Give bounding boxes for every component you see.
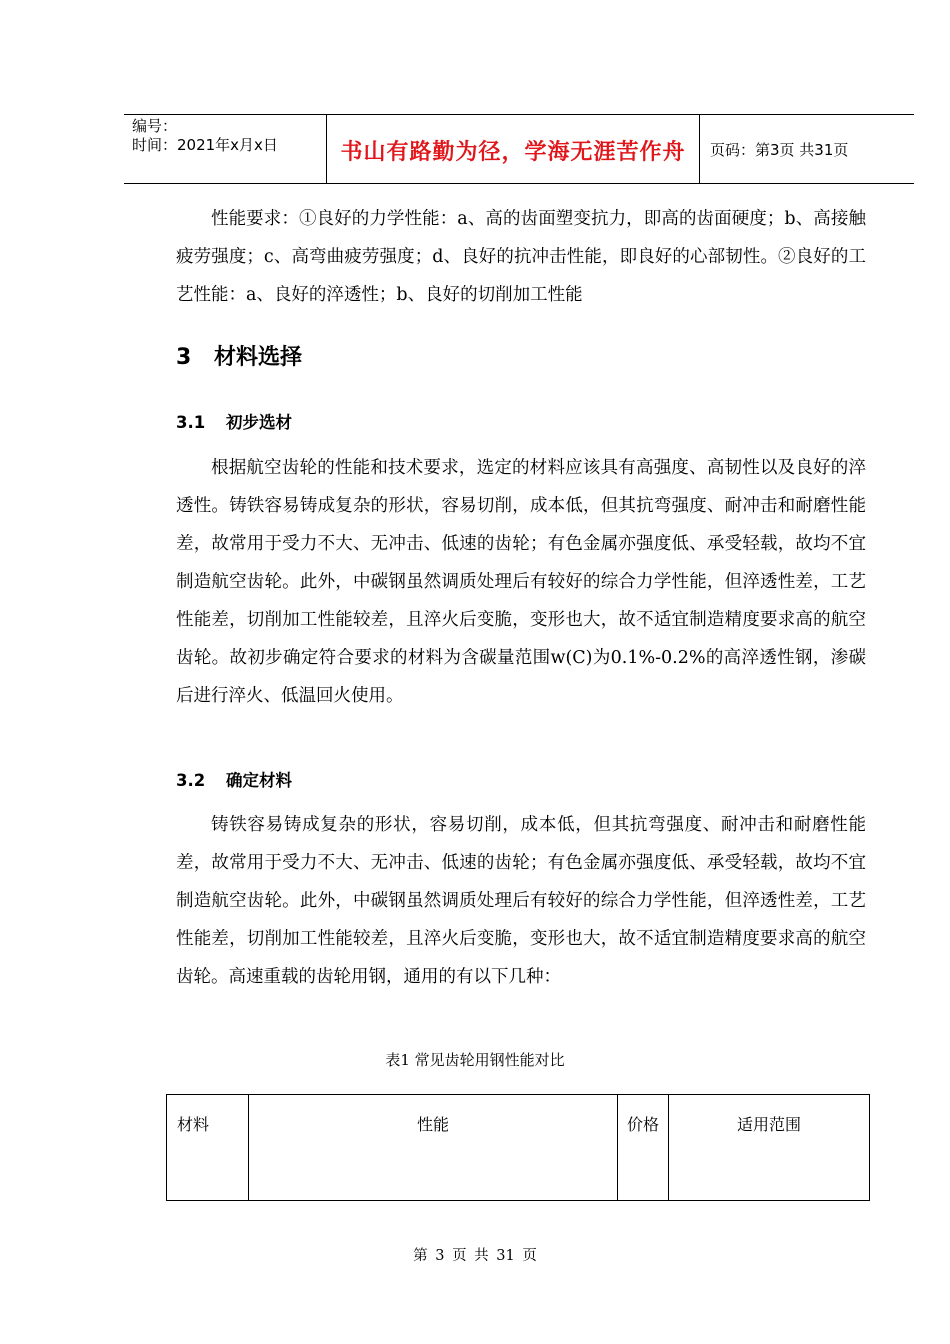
section-title: 材料选择 (214, 345, 303, 370)
document-number-label: 编号： (132, 117, 178, 135)
column-header-performance: 性能 (249, 1095, 618, 1201)
section-number: 3.2 (176, 771, 206, 790)
section-title: 确定材料 (226, 771, 292, 790)
section-title: 初步选材 (226, 413, 292, 432)
document-time-label: 时间：2021年x月x日 (132, 136, 278, 154)
column-header-material: 材料 (167, 1095, 249, 1201)
page-footer: 第 3 页 共 31 页 (413, 1248, 537, 1264)
gear-steel-comparison-table (166, 1094, 870, 1201)
material-determination-paragraph: 铸铁容易铸成复杂的形状，容易切削，成本低，但其抗弯强度、耐冲击和耐磨性能差，故常用于受力不大、无冲击、低速的齿轮；有色金属亦强度低、承受轻载，故均不宜制造航空齿轮。此外，中碳钢虽然调质处理后有较好的综合力学性能，但淬透性差，工艺性能差，切削加工性能较差，且淬火后变脆，变形也大，故不适宜制造精度要求高的航空齿轮。高速重载的齿轮用钢，通用的有以下几种： (176, 815, 866, 987)
page-header (124, 114, 914, 184)
section-heading-3-2 (176, 767, 292, 791)
section-heading-3 (176, 340, 302, 371)
performance-requirements-paragraph: 性能要求：①良好的力学性能：a、高的齿面塑变抗力，即高的齿面硬度；b、高接触疲劳强度；c、高弯曲疲劳强度；d、良好的抗冲击性能，即良好的心部韧性。②良好的工艺性能：a、良好的淬透性；b、良好的切削加工性能 (176, 209, 866, 305)
section-number: 3 (176, 345, 192, 370)
table-caption: 表1 常见齿轮用钢性能对比 (385, 1051, 565, 1069)
header-divider (699, 115, 700, 183)
preliminary-selection-paragraph: 根据航空齿轮的性能和技术要求，选定的材料应该具有高强度、高韧性以及良好的淬透性。铸铁容易铸成复杂的形状，容易切削，成本低，但其抗弯强度、耐冲击和耐磨性能差，故常用于受力不大、无冲击、低速的齿轮；有色金属亦强度低、承受轻载，故均不宜制造航空齿轮。此外，中碳钢虽然调质处理后有较好的综合力学性能，但淬透性差，工艺性能差，切削加工性能较差，且淬火后变脆，变形也大，故不适宜制造精度要求高的航空齿轮。故初步确定符合要求的材料为含碳量范围w(C)为0.1%-0.2%的高淬透性钢，渗碳后进行淬火、低温回火使用。 (176, 458, 866, 706)
header-motto: 书山有路勤为径，学海无涯苦作舟 (340, 140, 686, 165)
table-header-row (167, 1095, 870, 1201)
column-header-application: 适用范围 (669, 1095, 870, 1201)
column-header-price: 价格 (618, 1095, 669, 1201)
section-number: 3.1 (176, 413, 206, 432)
header-meta (132, 117, 317, 155)
section-heading-3-1 (176, 409, 292, 433)
header-page-info: 页码：第3页 共31页 (710, 141, 849, 159)
